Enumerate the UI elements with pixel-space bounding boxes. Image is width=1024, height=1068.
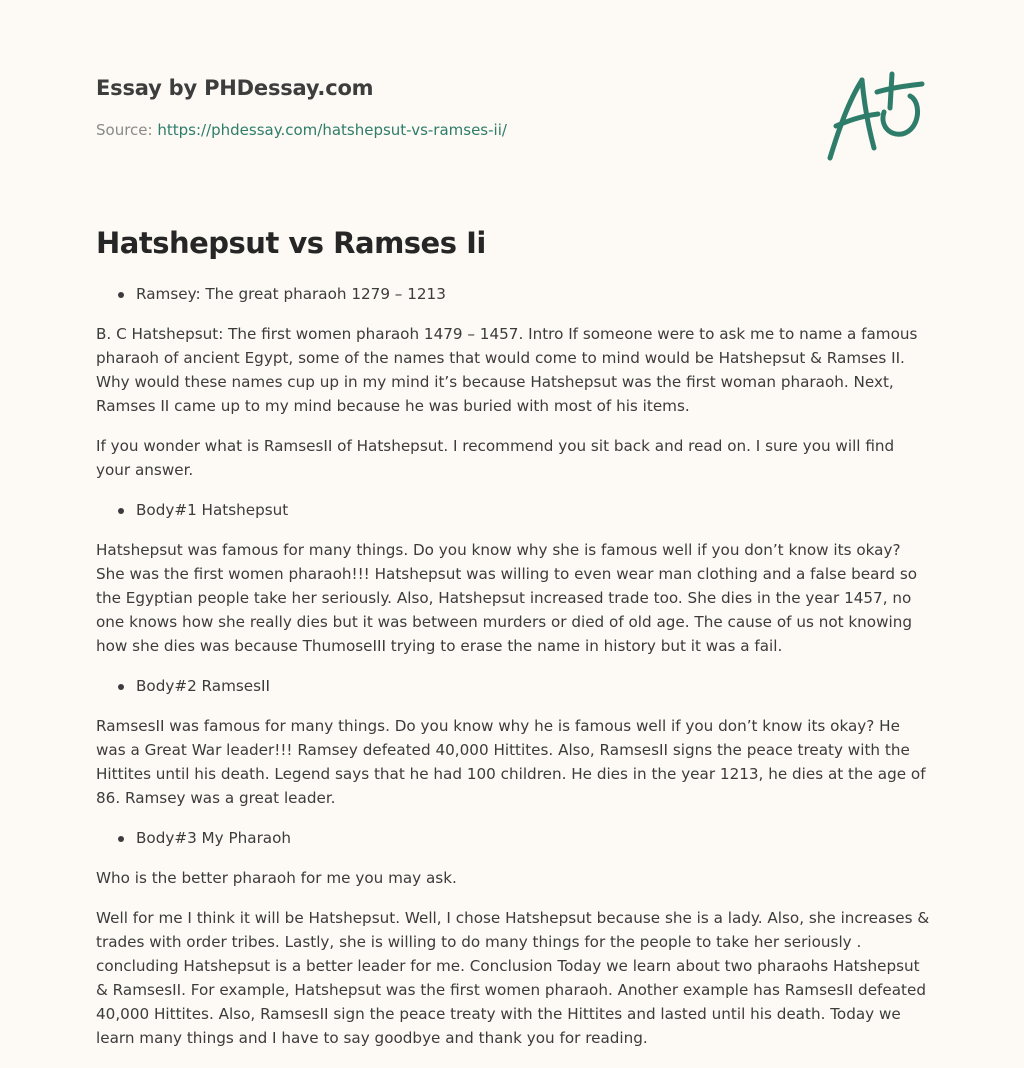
paragraph: Hatshepsut was famous for many things. Do you know why she is famous well if you don’t know its okay? She was the first women pharaoh!!! Hatshepsut was willing to even wear man clothing and a false beard so the Egyptian people take her seriously. Also, Hatshepsut increased trade too. She dies in the year 1457, no one knows how she really dies but it was between murders or died of old age. The cause of us not knowing how she dies was because ThumoseIII trying to erase the name in history but it was a fail. <box>96 541 918 655</box>
bullet-list <box>96 674 932 698</box>
bullet-text: Body#1 Hatshepsut <box>136 501 289 519</box>
site-header <box>96 76 932 139</box>
article-body <box>96 282 932 1050</box>
source-link[interactable]: https://phdessay.com/hatshepsut-vs-ramses-ii/ <box>157 121 507 139</box>
article-title: Hatshepsut vs Ramses Ii <box>96 226 486 260</box>
bullet-item <box>136 282 932 306</box>
paragraph: B. C Hatshepsut: The first women pharaoh 1479 – 1457. Intro If someone were to ask me to name a famous pharaoh of ancient Egypt, some of the names that would come to mind would be Hatshepsut & Ramses II. Why would these names cup up in my mind it’s because Hatshepsut was the first woman pharaoh. Next, Ramses II came up to my mind because he was buried with most of his items. <box>96 325 918 415</box>
bullet-item <box>136 498 932 522</box>
bullet-item <box>136 826 932 850</box>
bullet-list <box>96 826 932 850</box>
bullet-text: Body#3 My Pharaoh <box>136 829 292 847</box>
bullet-item <box>136 674 932 698</box>
paragraph: RamsesII was famous for many things. Do you know why he is famous well if you don’t know its okay? He was a Great War leader!!! Ramsey defeated 40,000 Hittites. Also, RamsesII signs the peace treaty with the Hittites until his death. Legend says that he had 100 children. He dies in the year 1213, he dies at the age of 86. Ramsey was a great leader. <box>96 717 926 807</box>
a-plus-logo <box>822 68 928 166</box>
paragraph: Well for me I think it will be Hatshepsut. Well, I chose Hatshepsut because she is a lady. Also, she increases & trades with order tribes. Lastly, she is willing to do many things for the people to take her seriously . concluding Hatshepsut is a better leader for me. Conclusion Today we learn about two pharaohs Hatshepsut & RamsesII. For example, Hatshepsut was the first women pharaoh. Another example has RamsesII defeated 40,000 Hittites. Also, RamsesII sign the peace treaty with the Hittites and lasted until his death. Today we learn many things and I have to say goodbye and thank you for reading. <box>96 909 930 1047</box>
paragraph: Who is the better pharaoh for me you may ask. <box>96 869 457 887</box>
bullet-dot-icon <box>118 292 124 298</box>
source-label: Source: <box>96 121 153 139</box>
bullet-dot-icon <box>118 508 124 514</box>
article <box>96 226 932 1066</box>
source-line <box>96 121 932 139</box>
bullet-list <box>96 498 932 522</box>
bullet-dot-icon <box>118 684 124 690</box>
bullet-text: Body#2 RamsesII <box>136 677 271 695</box>
paragraph: If you wonder what is RamsesII of Hatshepsut. I recommend you sit back and read on. I sure you will find your answer. <box>96 437 895 479</box>
bullet-text: Ramsey: The great pharaoh 1279 – 1213 <box>136 285 446 303</box>
bullet-list <box>96 282 932 306</box>
bullet-dot-icon <box>118 836 124 842</box>
brand-title: Essay by PHDessay.com <box>96 76 374 100</box>
